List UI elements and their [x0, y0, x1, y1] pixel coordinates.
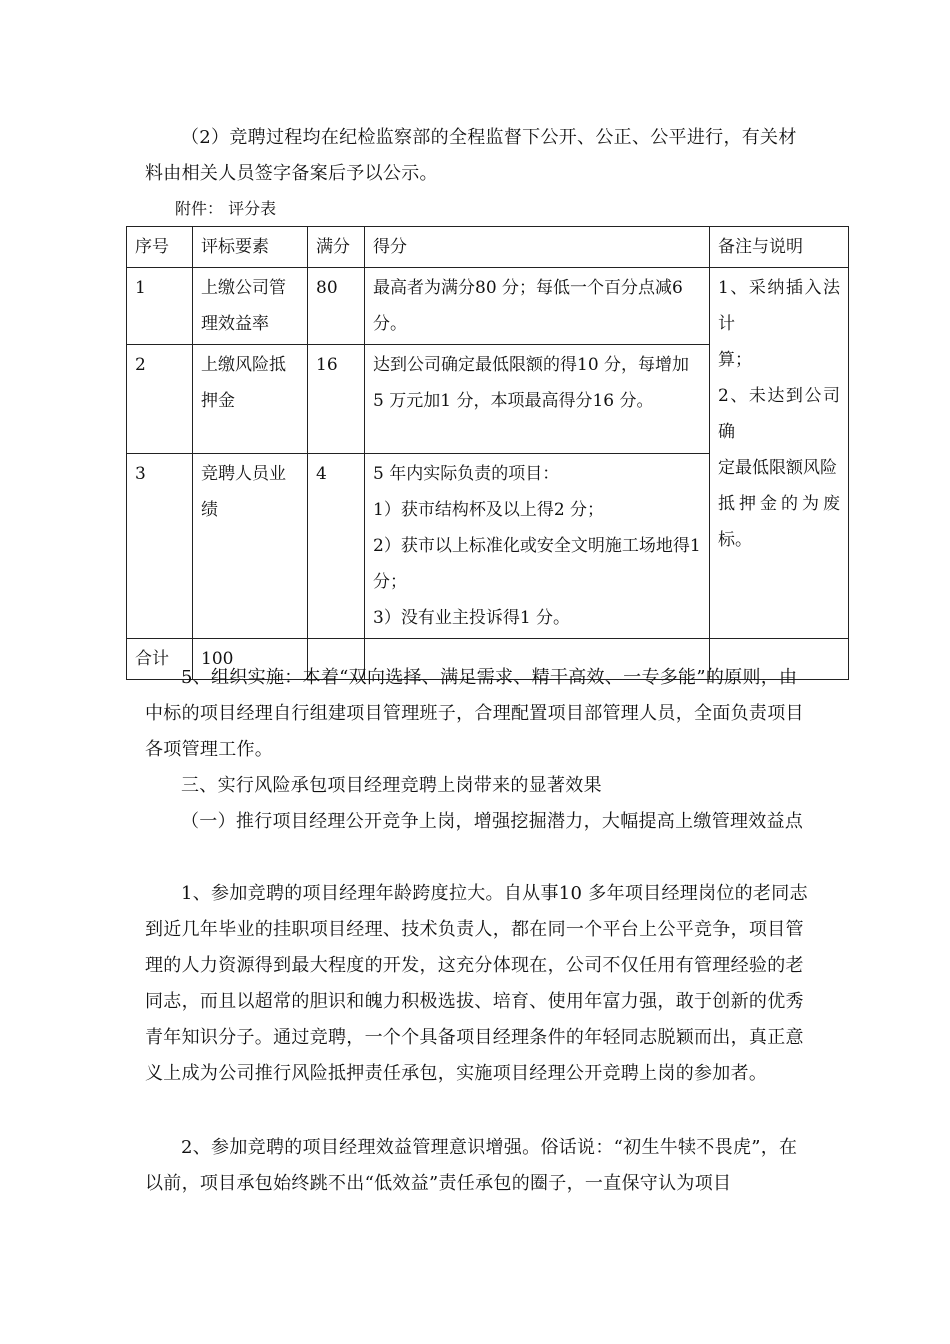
score-line: 5 万元加1 分，本项最高得分16 分。: [373, 391, 654, 411]
cell-full: 16: [308, 345, 365, 454]
score-table: [126, 226, 849, 680]
score-line: 3）没有业主投诉得1 分。: [373, 608, 571, 628]
score-line: 最高者为满分80 分；每低一个百分点减6分。: [373, 278, 683, 334]
remark-line: 1、采纳插入法计: [718, 278, 840, 334]
cell-score: [365, 268, 710, 345]
cell-remark: [710, 268, 849, 639]
table-header-row: [127, 227, 849, 268]
remark-line: 算；: [718, 350, 752, 370]
cell-score: [365, 454, 710, 639]
cell-no: 3: [127, 454, 193, 639]
header-score: 得分: [365, 227, 710, 268]
cell-no: 2: [127, 345, 193, 454]
table-row: [127, 268, 849, 345]
cell-factor: 竞聘人员业绩: [193, 454, 308, 639]
remark-line: 2、未达到公司确: [718, 386, 840, 442]
score-line: 达到公司确定最低限额的得10 分，每增加: [373, 355, 690, 375]
score-line: 5 年内实际负责的项目：: [373, 464, 560, 484]
paragraph-implementation: 5、组织实施：本着“双向选择、满足需求、精干高效、一专多能”的原则，由中标的项目经理自行组建项目管理班子，合理配置项目部管理人员，全面负责项目各项管理工作。: [145, 667, 804, 760]
total-label: 合计: [127, 639, 193, 680]
cell-full: 4: [308, 454, 365, 639]
section-heading-3: 三、实行风险承包项目经理竞聘上岗带来的显著效果: [181, 775, 602, 796]
subsection-heading-1: （一）推行项目经理公开竞争上岗，增强挖掘潜力，大幅提高上缴管理效益点: [181, 811, 804, 832]
remark-line: 定最低限额风险: [718, 458, 837, 478]
remark-line: 抵押金的为废标。: [718, 494, 840, 550]
total-value: 100: [193, 639, 308, 680]
paragraph-point-1: 1、参加竞聘的项目经理年龄跨度拉大。自从事10 多年项目经理岗位的老同志到近几年毕业的挂职项目经理、技术负责人，都在同一个平台上公平竞争，项目管理的人力资源得到最大程度的开发，这充分体现在，公司不仅任用有管理经验的老同志，而且以超常的胆识和魄力积极选拔、培育、使用年富力强，敢于创新的优秀青年知识分子。通过竞聘，一个个具备项目经理条件的年轻同志脱颖而出，真正意义上成为公司推行风险抵押责任承包，实施项目经理公开竞聘上岗的参加者。: [145, 883, 808, 1084]
score-line: 1）获市结构杯及以上得2 分；: [373, 500, 605, 520]
header-full: 满分: [308, 227, 365, 268]
cell-factor: 上缴风险抵押金: [193, 345, 308, 454]
header-remark: 备注与说明: [710, 227, 849, 268]
cell-factor: 上缴公司管理效益率: [193, 268, 308, 345]
header-no: 序号: [127, 227, 193, 268]
cell-no: 1: [127, 268, 193, 345]
paragraph-supervision: （2）竞聘过程均在纪检监察部的全程监督下公开、公正、公平进行，有关材料由相关人员签字备案后予以公示。: [145, 127, 797, 184]
header-factor: 评标要素: [193, 227, 308, 268]
attachment-label: 附件： 评分表: [175, 199, 277, 218]
cell-full: 80: [308, 268, 365, 345]
cell-score: [365, 345, 710, 454]
score-line: 2）获市以上标准化或安全文明施工场地得1 分；: [373, 536, 701, 592]
paragraph-point-2: 2、参加竞聘的项目经理效益管理意识增强。俗话说：“初生牛犊不畏虎”，在以前，项目承包始终跳不出“低效益”责任承包的圈子，一直保守认为项目: [145, 1137, 798, 1194]
